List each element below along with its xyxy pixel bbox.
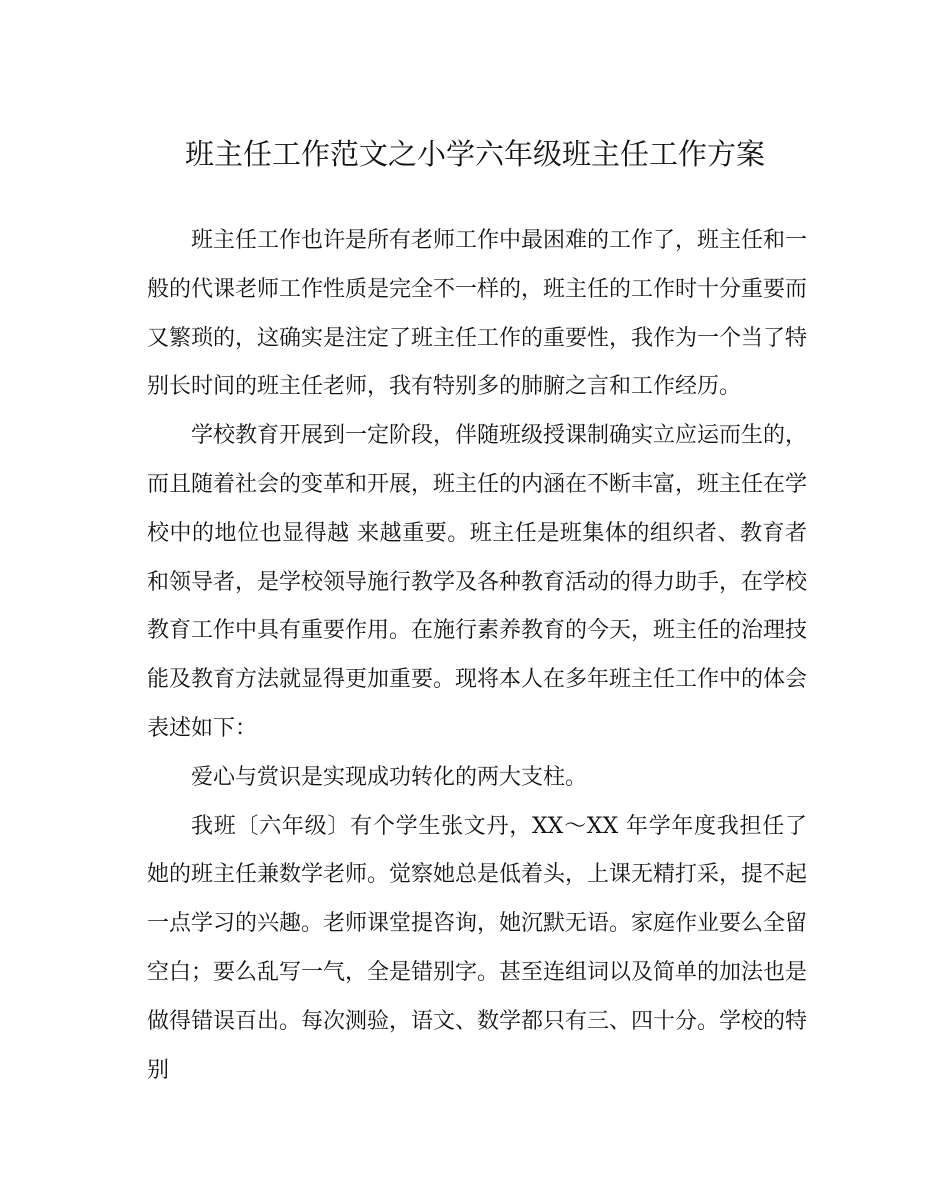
paragraph-student-case: 我班〔六年级〕有个学生张文丹，XX～XX 年学年度我担任了她的班主任兼数学老师。觉察她总是低着头，上课无精打采，提不起一点学习的兴趣。老师课堂提咨询，她沉默无语。家庭作业要么全留空白；要么乱写一气，全是错别字。甚至连组词以及简单的加法也是做得错误百出。每次测验，语文、数学都只有三、四十分。学校的特别: [147, 813, 808, 1083]
document-body: [147, 217, 807, 1095]
page-title: 班主任工作范文之小学六年级班主任工作方案: [184, 137, 765, 171]
paragraph-love-appreciation: 爱心与赏识是实现成功转化的两大支柱。: [191, 764, 588, 790]
paragraph-school-education: 学校教育开展到一定阶段，伴随班级授课制确实立应运而生的，而且随着社会的变革和开展，班主任的内涵在不断丰富，班主任在学校中的地位也显得越 来越重要。班主任是班集体的组织者、教育者和领导者，是学校领导施行教学及各种教育活动的得力助手，在学校教育工作中具有重要作用。在施行素养教育的今天，班主任的治理技能及教育方法就显得更加重要。现将本人在多年班主任工作中的体会表述如下：: [147, 423, 808, 741]
paragraph-intro: 班主任工作也许是所有老师工作中最困难的工作了，班主任和一般的代课老师工作性质是完全不一样的，班主任的工作时十分重要而又繁琐的，这确实是注定了班主任工作的重要性，我作为一个当了特别长时间的班主任老师，我有特别多的肺腑之言和工作经历。: [147, 228, 808, 400]
